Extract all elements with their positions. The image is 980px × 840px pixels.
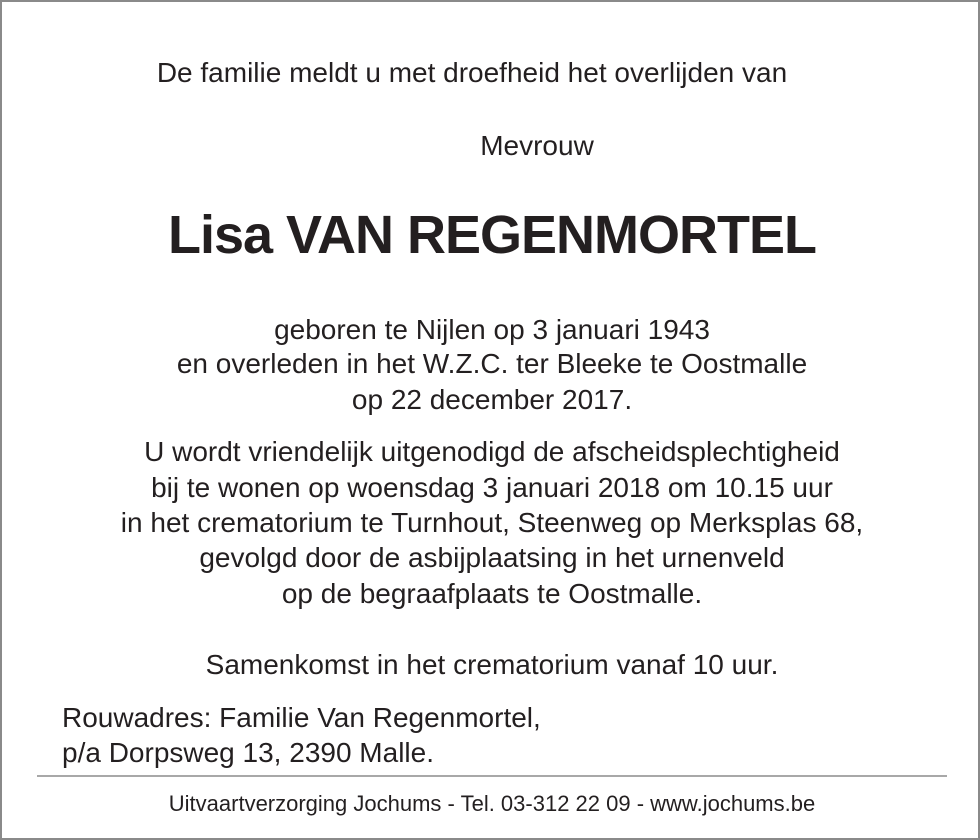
- funeral-home-footer: Uitvaartverzorging Jochums - Tel. 03-312 22 09 - www.jochums.be: [168, 791, 816, 816]
- invitation-line: op de begraafplaats te Oostmalle.: [281, 578, 703, 609]
- invitation-line: bij te wonen op woensdag 3 januari 2018 om 10.15 uur: [151, 472, 833, 503]
- invitation-line: in het crematorium te Turnhout, Steenweg op Merksplas 68,: [120, 507, 864, 538]
- honorific-title: Mevrouw: [480, 130, 594, 161]
- gathering-line: Samenkomst in het crematorium vanaf 10 uur.: [205, 649, 779, 680]
- footer-divider: [37, 775, 947, 777]
- intro-text: De familie meldt u met droefheid het overlijden van: [156, 57, 788, 88]
- mourning-address-line: Rouwadres: Familie Van Regenmortel,: [62, 702, 541, 733]
- mourning-address-line: p/a Dorpsweg 13, 2390 Malle.: [62, 737, 434, 768]
- invitation-line: U wordt vriendelijk uitgenodigd de afscheidsplechtigheid: [144, 436, 840, 467]
- deceased-name: Lisa VAN REGENMORTEL: [167, 205, 817, 265]
- death-date-line: op 22 december 2017.: [351, 384, 633, 415]
- birth-line: geboren te Nijlen op 3 januari 1943: [274, 314, 710, 345]
- death-line: en overleden in het W.Z.C. ter Bleeke te Oostmalle: [176, 348, 808, 379]
- invitation-line: gevolgd door de asbijplaatsing in het urnenveld: [199, 542, 785, 573]
